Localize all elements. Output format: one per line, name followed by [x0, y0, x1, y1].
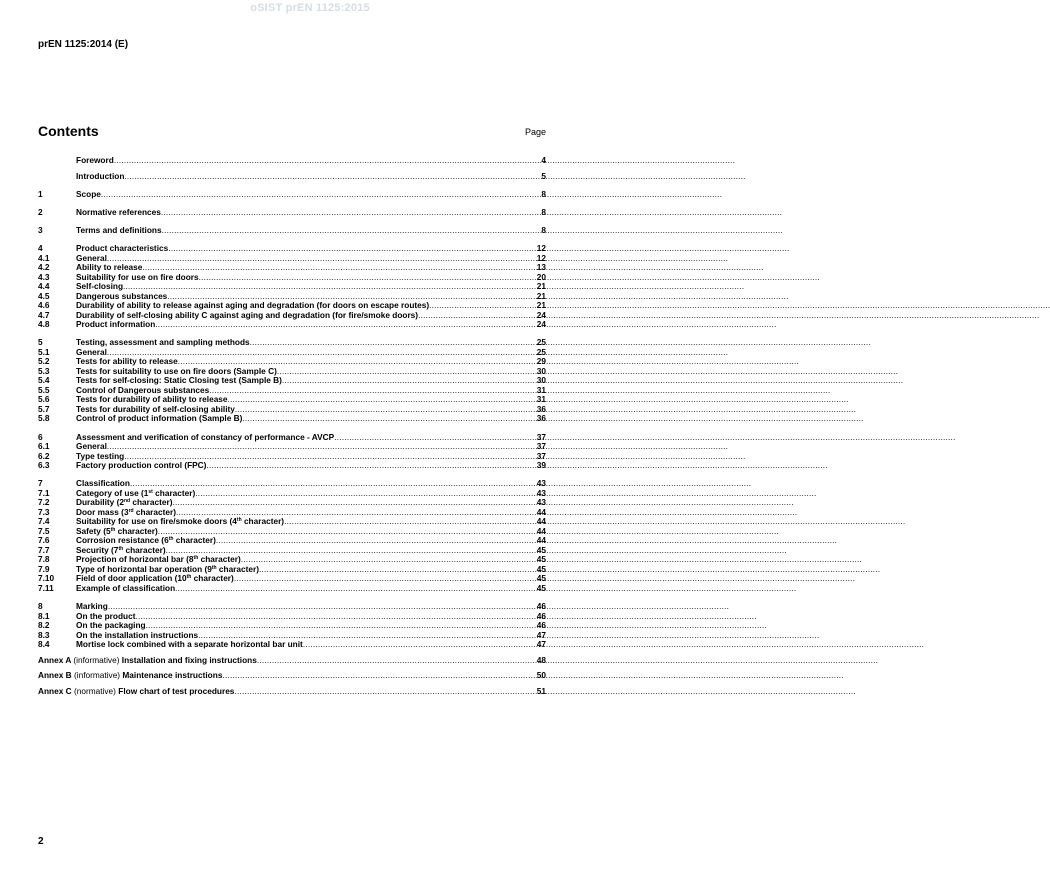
toc-entry-title: Durability of ability to release against aging and degradation (for doors on escape routes): [76, 300, 430, 311]
toc-entry-title-part: Durability (2: [76, 497, 124, 508]
toc-entry-number: 2: [38, 206, 43, 217]
toc-entry-number: 1: [38, 188, 43, 199]
dot-leader: [161, 208, 541, 218]
toc-entry-page: 43: [536, 487, 546, 498]
toc-entry-title: Tests for durability of ability to release: [76, 394, 228, 405]
toc-entry-title: Product information: [76, 319, 156, 330]
toc-entry-title: Example of classification: [76, 582, 176, 593]
toc-entry-page: 8: [541, 188, 546, 199]
toc-entry-page: 4: [541, 155, 546, 165]
toc-entry-title-part: Corrosion resistance (6: [76, 535, 169, 546]
toc-entry-number: 4.3: [38, 271, 50, 282]
toc-entry-number: 7: [38, 478, 43, 489]
toc-entry-number: 7.6: [38, 535, 50, 546]
dot-leader: [155, 320, 535, 330]
toc-entry-number: 4.6: [38, 300, 50, 311]
toc-entry[interactable]: [38, 687, 546, 697]
toc-entry-title: Control of product information (Sample B): [76, 413, 243, 424]
toc-entry-number: 8: [38, 601, 43, 611]
toc-entry-page: 45: [536, 582, 546, 593]
toc-entry-page: 25: [536, 346, 546, 357]
dot-leader: [303, 640, 536, 650]
toc-entry-page: 24: [536, 319, 546, 330]
toc-entry-title: [38, 671, 222, 681]
toc-entry[interactable]: [38, 190, 546, 200]
toc-entry-page: 50: [536, 670, 546, 680]
toc-entry-number: 8.1: [38, 610, 50, 621]
toc-entry-page: 44: [536, 506, 546, 517]
toc-entry-number: 8.4: [38, 639, 50, 649]
dot-leader: [124, 172, 540, 182]
toc-entry-number: 4.8: [38, 319, 50, 330]
toc-entry-title: Durability of self-closing ability C against aging and degradation (for fire/smoke doors): [76, 309, 419, 320]
toc-entry[interactable]: [38, 208, 546, 218]
toc-entry-title: General: [76, 346, 107, 357]
toc-entry-number: 8.2: [38, 620, 50, 630]
toc-entry-page: 46: [536, 610, 546, 621]
toc-entry-number: 5.2: [38, 356, 50, 367]
document-header: prEN 1125:2014 (E): [38, 39, 129, 50]
toc-entry-number: 5.3: [38, 365, 50, 376]
toc-entry-page: 45: [536, 544, 546, 555]
toc-entry-title: Tests for self-closing: Static Closing test (Sample B): [76, 375, 282, 386]
toc-entry-page: 37: [536, 441, 546, 452]
toc-entry-title: Product characteristics: [76, 243, 169, 254]
annex-title: Maintenance instructions: [122, 670, 223, 680]
toc-entry-page: 21: [536, 281, 546, 292]
toc-entry-page: 46: [536, 601, 546, 611]
toc-entry-number: 6.1: [38, 441, 50, 452]
ordinal-suffix: th: [193, 555, 199, 562]
toc-entry-title-part: character): [152, 487, 196, 498]
toc-entry-page: 12: [536, 252, 546, 263]
toc-entry-page: 47: [536, 639, 546, 649]
toc-entry-title-part: character): [133, 506, 177, 517]
toc-entry-number: 7.3: [38, 506, 50, 517]
page-column-label: Page: [524, 127, 546, 137]
toc-entry-number: 6.3: [38, 460, 50, 471]
toc-entry-title: General: [76, 441, 107, 452]
toc-entry-number: 5: [38, 337, 43, 348]
toc-entry-title-part: Safety (5: [76, 525, 111, 536]
toc-entry-number: 7.7: [38, 544, 50, 555]
toc-entry-page: 44: [536, 525, 546, 536]
ordinal-suffix: th: [168, 536, 174, 543]
toc-entry-page: 8: [541, 225, 546, 236]
toc-entry-number: 4.1: [38, 252, 50, 263]
toc-entry-page: 37: [536, 450, 546, 461]
toc-entry-number: 7.9: [38, 563, 50, 574]
toc-entry-page: 45: [536, 563, 546, 574]
toc-entry-title: Suitability for use on fire doors: [76, 271, 199, 282]
toc-entry-title: Tests for durability of self-closing ability: [76, 403, 235, 414]
toc-entry-page: 31: [536, 384, 546, 395]
toc-entry-title-part: character): [130, 497, 173, 508]
toc-entry[interactable]: [38, 320, 546, 330]
toc-entry-page: 44: [536, 535, 546, 546]
toc-entry-title-part: Field of door application (10: [76, 573, 187, 584]
toc-entry-page: 36: [536, 413, 546, 424]
annex-qualifier: (normative): [73, 685, 116, 696]
toc-entry-page: 30: [536, 365, 546, 376]
dot-leader: [175, 584, 536, 594]
toc-entry-page: 8: [541, 206, 546, 217]
toc-entry-title: On the product: [76, 610, 136, 621]
toc-entry[interactable]: [38, 461, 546, 471]
ordinal-suffix: th: [211, 564, 217, 571]
toc-entry-number: 7.11: [38, 582, 54, 593]
toc-entry-title: General: [76, 252, 107, 263]
toc-entry-number: 5.1: [38, 346, 50, 357]
toc-entry-number: 6.2: [38, 450, 50, 461]
toc-entry-number: 5.6: [38, 394, 50, 405]
toc-entry-page: 51: [536, 685, 546, 696]
toc-entry-title: On the installation instructions: [76, 629, 199, 640]
ordinal-suffix: th: [118, 545, 124, 552]
annex-label: Annex B: [38, 670, 72, 680]
toc-entry-title: Factory production control (FPC): [76, 460, 207, 471]
toc-entry-page: 21: [536, 290, 546, 301]
toc-entry-page: 44: [536, 516, 546, 527]
toc-entry-title-part: Suitability for use on fire/smoke doors (4: [76, 516, 237, 527]
toc-entry[interactable]: [38, 172, 546, 182]
toc-entry[interactable]: [38, 671, 546, 681]
toc-entry-title: [38, 687, 234, 697]
toc-entry-title: Self-closing: [76, 281, 124, 292]
toc-entry-number: 3: [38, 225, 43, 236]
toc-entry-page: 25: [536, 337, 546, 348]
toc-entry-page: 47: [536, 629, 546, 640]
toc-entry-title-part: character): [123, 544, 166, 555]
toc-entry-number: 5.5: [38, 384, 50, 395]
toc-entry-title: Dangerous substances: [76, 290, 168, 301]
dot-leader: [242, 414, 535, 424]
toc-entry-number: 4.5: [38, 290, 50, 301]
toc-entry-title: [38, 656, 257, 666]
toc-entry-title-part: Type of horizontal bar operation (9: [76, 563, 212, 574]
toc-entry-page: 20: [536, 271, 546, 282]
dot-leader: [206, 461, 535, 471]
toc-entry-page: 48: [536, 654, 546, 665]
toc-entry-page: 46: [536, 620, 546, 630]
toc-entry-title: Type testing: [76, 450, 125, 461]
toc-entry[interactable]: [38, 656, 546, 666]
dot-leader: [114, 156, 541, 166]
annex-title: Flow chart of test procedures: [118, 685, 235, 696]
toc-entry-page: 37: [536, 431, 546, 442]
toc-entry-title: Tests for suitability to use on fire doors (Sample C): [76, 365, 277, 376]
toc-entry-number: 4.7: [38, 309, 50, 320]
toc-entry[interactable]: [38, 640, 546, 650]
toc-entry-title: Testing, assessment and sampling methods: [76, 337, 250, 348]
toc-entry[interactable]: [38, 226, 546, 236]
toc-entry[interactable]: [38, 414, 546, 424]
ordinal-suffix: th: [110, 526, 116, 533]
annex-title: Installation and fixing instructions: [121, 654, 257, 665]
toc-entry-title-part: character): [173, 535, 216, 546]
toc-entry-title-part: Security (7: [76, 544, 119, 555]
ordinal-suffix: th: [236, 517, 242, 524]
toc-entry-title-part: character): [115, 525, 158, 536]
toc-entry-number: 7.8: [38, 554, 50, 565]
dot-leader: [101, 190, 540, 200]
ordinal-suffix: st: [148, 488, 153, 495]
toc-entry-page: 30: [536, 375, 546, 386]
toc-entry-title-part: Projection of horizontal bar (8: [76, 554, 194, 565]
toc-entry-number: 4.2: [38, 262, 50, 273]
watermark: oSIST prEN 1125:2015: [250, 2, 370, 14]
toc-entry-title: On the packaging: [76, 620, 146, 630]
toc-entry-title: Mortise lock combined with a separate horizontal bar unit: [76, 639, 303, 649]
toc-entry-page: 21: [536, 300, 546, 311]
dot-leader: [222, 671, 535, 681]
ordinal-suffix: rd: [128, 507, 134, 514]
toc-entry-title: Introduction: [76, 170, 125, 181]
toc-entry-title-part: character): [241, 516, 285, 527]
toc-entry-page: 24: [536, 309, 546, 320]
toc-entry-title: Assessment and verification of constancy of performance - AVCP: [76, 431, 335, 442]
annex-label: Annex A: [38, 654, 72, 665]
toc-entry-number: 7.5: [38, 525, 50, 536]
toc-entry-title-part: Category of use (1: [76, 487, 149, 498]
toc-entry-page: 13: [536, 262, 546, 273]
toc-entry-title-part: character): [216, 563, 260, 574]
toc-entry[interactable]: [38, 156, 546, 166]
toc-entry-title: Classification: [76, 478, 130, 489]
toc-entry-number: 7.4: [38, 516, 50, 527]
toc-entry-page: 39: [536, 460, 546, 471]
toc-entry-number: 7.1: [38, 487, 50, 498]
toc-entry-page: 31: [536, 394, 546, 405]
toc-entry-page: 43: [536, 478, 546, 489]
toc-entry-number: 7.10: [38, 573, 55, 584]
toc-entry-title: Ability to release: [76, 262, 143, 273]
toc-entry-number: 5.4: [38, 375, 50, 386]
toc-entry-page: 36: [536, 403, 546, 414]
toc-entry-title: Terms and definitions: [76, 225, 162, 236]
toc-entry-number: 4.4: [38, 281, 50, 292]
toc-entry-title: Tests for ability to release: [76, 356, 178, 367]
dot-leader: [234, 687, 535, 697]
toc-entry-page: 43: [536, 497, 546, 508]
toc-entry[interactable]: [38, 584, 546, 594]
toc-entry-page: 45: [536, 573, 546, 584]
toc-entry-title: Scope: [76, 188, 101, 199]
annex-qualifier: (informative): [73, 670, 121, 680]
toc-entry-page: 12: [536, 243, 546, 254]
toc-entry-title-part: character): [198, 554, 241, 565]
dot-leader: [162, 226, 541, 236]
toc-entry-page: 5: [541, 170, 546, 181]
toc-entry-title: Foreword: [76, 155, 114, 165]
dot-leader: [257, 656, 536, 666]
toc-entry-number: 4: [38, 243, 43, 254]
toc-entry-number: 7.2: [38, 497, 50, 508]
annex-label: Annex C: [38, 685, 72, 696]
toc-entry-title: Control of Dangerous substances: [76, 384, 210, 395]
toc-entry-number: 5.7: [38, 403, 50, 414]
annex-qualifier: (informative): [73, 654, 120, 665]
toc-entry-title-part: character): [191, 573, 234, 584]
toc-entry-number: 8.3: [38, 629, 50, 640]
ordinal-suffix: nd: [123, 498, 131, 505]
toc-entry-page: 45: [536, 554, 546, 565]
table-of-contents: [38, 156, 546, 696]
toc-entry-title: Marking: [76, 601, 108, 611]
ordinal-suffix: th: [186, 574, 192, 581]
toc-entry-number: 5.8: [38, 413, 50, 424]
toc-entry-number: 6: [38, 431, 43, 442]
toc-entry-page: 29: [536, 356, 546, 367]
contents-title: Contents: [38, 123, 99, 139]
toc-entry-title: Normative references: [76, 206, 161, 217]
toc-entry-title-part: Door mass (3: [76, 506, 129, 517]
page-number: 2: [38, 836, 44, 847]
